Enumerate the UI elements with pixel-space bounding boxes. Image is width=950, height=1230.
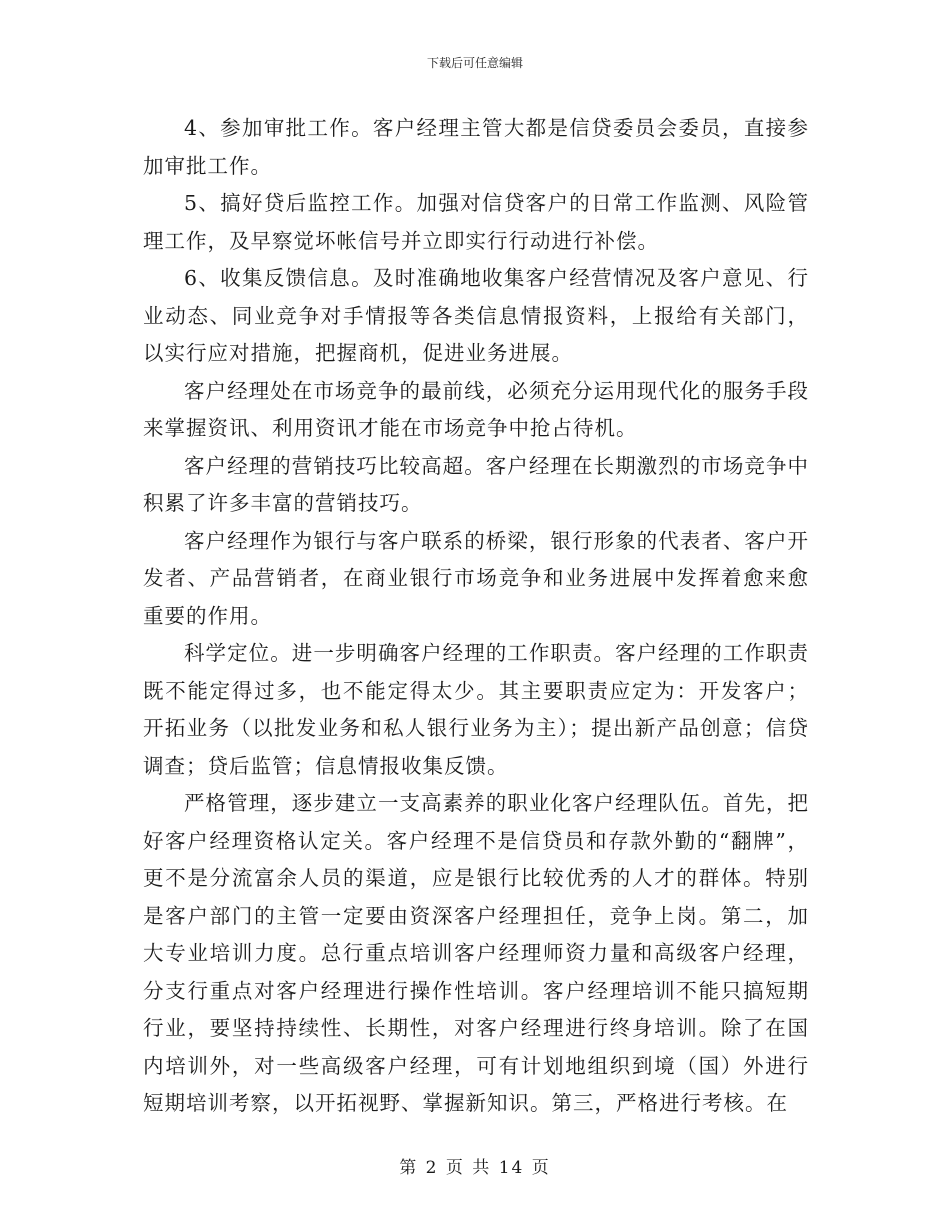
- paragraph: 客户经理作为银行与客户联系的桥梁，银行形象的代表者、客户开发者、产品营销者，在商业银行市场竞争和业务进展中发挥着愈来愈重要的作用。: [143, 528, 809, 628]
- paragraph: 6、收集反馈信息。及时准确地收集客户经营情况及客户意见、行业动态、同业竞争对手情报等各类信息情报资料，上报给有关部门，以实行应对措施，把握商机，促进业务进展。: [143, 266, 809, 365]
- paragraph: 5、搞好贷后监控工作。加强对信贷客户的日常工作监测、风险管理工作，及早察觉坏帐信号并立即实行行动进行补偿。: [143, 191, 809, 253]
- page-header: 下载后可任意编辑: [426, 56, 523, 70]
- paragraph: 科学定位。进一步明确客户经理的工作职责。客户经理的工作职责既不能定得过多，也不能定得太少。其主要职责应定为：开发客户；开拓业务（以批发业务和私人银行业务为主）；提出新产品创意；信贷调查；贷后监管；信息情报收集反馈。: [143, 641, 809, 778]
- paragraph: 4、参加审批工作。客户经理主管大都是信贷委员会委员，直接参加审批工作。: [143, 116, 809, 178]
- page-number-footer: 第 2 页 共 14 页: [399, 1158, 551, 1178]
- document-body: [143, 110, 809, 1123]
- paragraph: 严格管理，逐步建立一支高素养的职业化客户经理队伍。首先，把好客户经理资格认定关。客户经理不是信贷员和存款外勤的“翻牌”，更不是分流富余人员的渠道，应是银行比较优秀的人才的群体。特别是客户部门的主管一定要由资深客户经理担任，竞争上岗。第二，加大专业培训力度。总行重点培训客户经理师资力量和高级客户经理，分支行重点对客户经理进行操作性培训。客户经理培训不能只搞短期行业，要坚持持续性、长期性，对客户经理进行终身培训。除了在国内培训外，对一些高级客户经理，可有计划地组织到境（国）外进行短期培训考察，以开拓视野、掌握新知识。第三，严格进行考核。在: [143, 791, 809, 1115]
- paragraph: 客户经理的营销技巧比较高超。客户经理在长期激烈的市场竞争中积累了许多丰富的营销技巧。: [143, 453, 809, 515]
- paragraph: 客户经理处在市场竞争的最前线，必须充分运用现代化的服务手段来掌握资讯、利用资讯才能在市场竞争中抢占待机。: [143, 378, 809, 440]
